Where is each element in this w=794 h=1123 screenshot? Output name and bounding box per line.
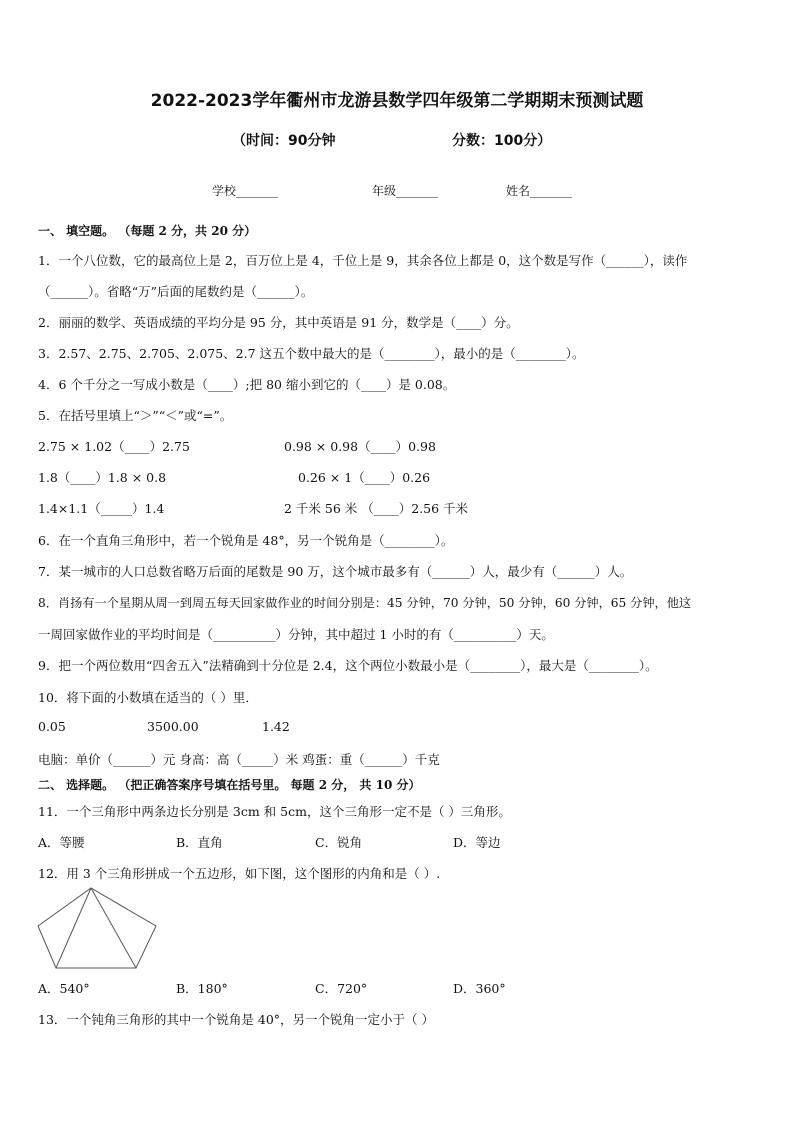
pentagon-figure xyxy=(36,885,160,971)
school-field: 学校_______ xyxy=(212,184,279,198)
section-1-heading: 一、 填空题。 （每题 2 分，共 20 分） xyxy=(38,224,257,238)
question-8-line-1: 8．肖扬有一个星期从周一到周五每天回家做作业的时间分别是：45 分钟，70 分钟，50 分钟，60 分钟，65 分钟，他这 xyxy=(38,596,692,610)
question-8-line-2: 一周回家做作业的平均时间是（__________）分钟，其中超过 1 小时的有（__________）天。 xyxy=(38,627,554,642)
q12-option-c: C．720° xyxy=(315,981,368,996)
question-5: 5．在括号里填上“＞”“＜”或“=”。 xyxy=(38,408,233,423)
question-11: 11．一个三角形中两条边长分别是 3cm 和 5cm，这个三角形一定不是（ ）三角形。 xyxy=(38,804,511,819)
page-title: 2022-2023学年衢州市龙游县数学四年级第二学期期末预测试题 xyxy=(150,91,644,111)
question-6: 6．在一个直角三角形中，若一个锐角是 48°，另一个锐角是（________）。 xyxy=(38,533,454,548)
pentagon-diagonal-2 xyxy=(91,888,136,968)
exam-score: 分数：100分） xyxy=(452,133,552,149)
q11-option-c: C．锐角 xyxy=(315,835,363,850)
q12-option-b: B．180° xyxy=(176,981,228,996)
q5-item-1: 2.75 × 1.02（____）2.75 xyxy=(38,439,190,454)
question-4: 4．6 个千分之一写成小数是（____）;把 80 缩小到它的（____）是 0.08。 xyxy=(38,377,456,392)
question-1-line-1: 1．一个八位数，它的最高位上是 2，百万位上是 4，千位上是 9，其余各位上都是 0，这个数是写作（______），读作 xyxy=(38,253,688,268)
q11-option-a: A．等腰 xyxy=(38,835,85,850)
question-1-line-2: （______）。省略“万”后面的尾数约是（______）。 xyxy=(38,284,314,299)
q10-number-1: 0.05 xyxy=(38,719,66,734)
q11-option-d: D．等边 xyxy=(453,835,501,850)
question-10-choices: 电脑：单价（______）元 身高：高（_____）米 鸡蛋：重（______）千克 xyxy=(38,752,440,767)
question-7: 7．某一城市的人口总数省略万后面的尾数是 90 万，这个城市最多有（______）人，最少有（______）人。 xyxy=(38,564,633,579)
pentagon-outline xyxy=(38,888,156,968)
exam-time: （时间：90分钟 xyxy=(232,133,336,149)
question-13: 13．一个钝角三角形的其中一个锐角是 40°，另一个锐角一定小于（ ） xyxy=(38,1012,435,1027)
question-10: 10．将下面的小数填在适当的（ ）里． xyxy=(38,690,258,705)
question-12: 12．用 3 个三角形拼成一个五边形，如下图，这个图形的内角和是（ ）. xyxy=(38,866,441,881)
question-3: 3．2.57、2.75、2.705、2.075、2.7 这五个数中最大的是（________），最小的是（________）。 xyxy=(38,346,585,361)
name-field: 姓名_______ xyxy=(506,184,573,198)
q11-option-b: B．直角 xyxy=(176,835,223,850)
q5-item-5: 1.4×1.1（_____）1.4 xyxy=(38,501,165,516)
q5-item-6: 2 千米 56 米 （____）2.56 千米 xyxy=(284,501,469,516)
grade-field: 年级_______ xyxy=(372,184,439,198)
section-2-heading: 二、 选择题。 （把正确答案序号填在括号里。 每题 2 分， 共 10 分） xyxy=(38,778,421,792)
question-2: 2．丽丽的数学、英语成绩的平均分是 95 分，其中英语是 91 分，数学是（____）分。 xyxy=(38,315,519,330)
q10-number-2: 3500.00 xyxy=(147,719,199,734)
question-9: 9．把一个两位数用“四舍五入”法精确到十分位是 2.4，这个两位小数最小是（________），最大是（________）。 xyxy=(38,658,658,673)
q5-item-2: 0.98 × 0.98（____）0.98 xyxy=(284,439,436,454)
q5-item-3: 1.8（____）1.8 × 0.8 xyxy=(38,470,167,485)
q10-number-3: 1.42 xyxy=(262,719,290,734)
q12-option-a: A．540° xyxy=(38,981,90,996)
q5-item-4: 0.26 × 1（____）0.26 xyxy=(298,470,431,485)
q12-option-d: D．360° xyxy=(453,981,506,996)
